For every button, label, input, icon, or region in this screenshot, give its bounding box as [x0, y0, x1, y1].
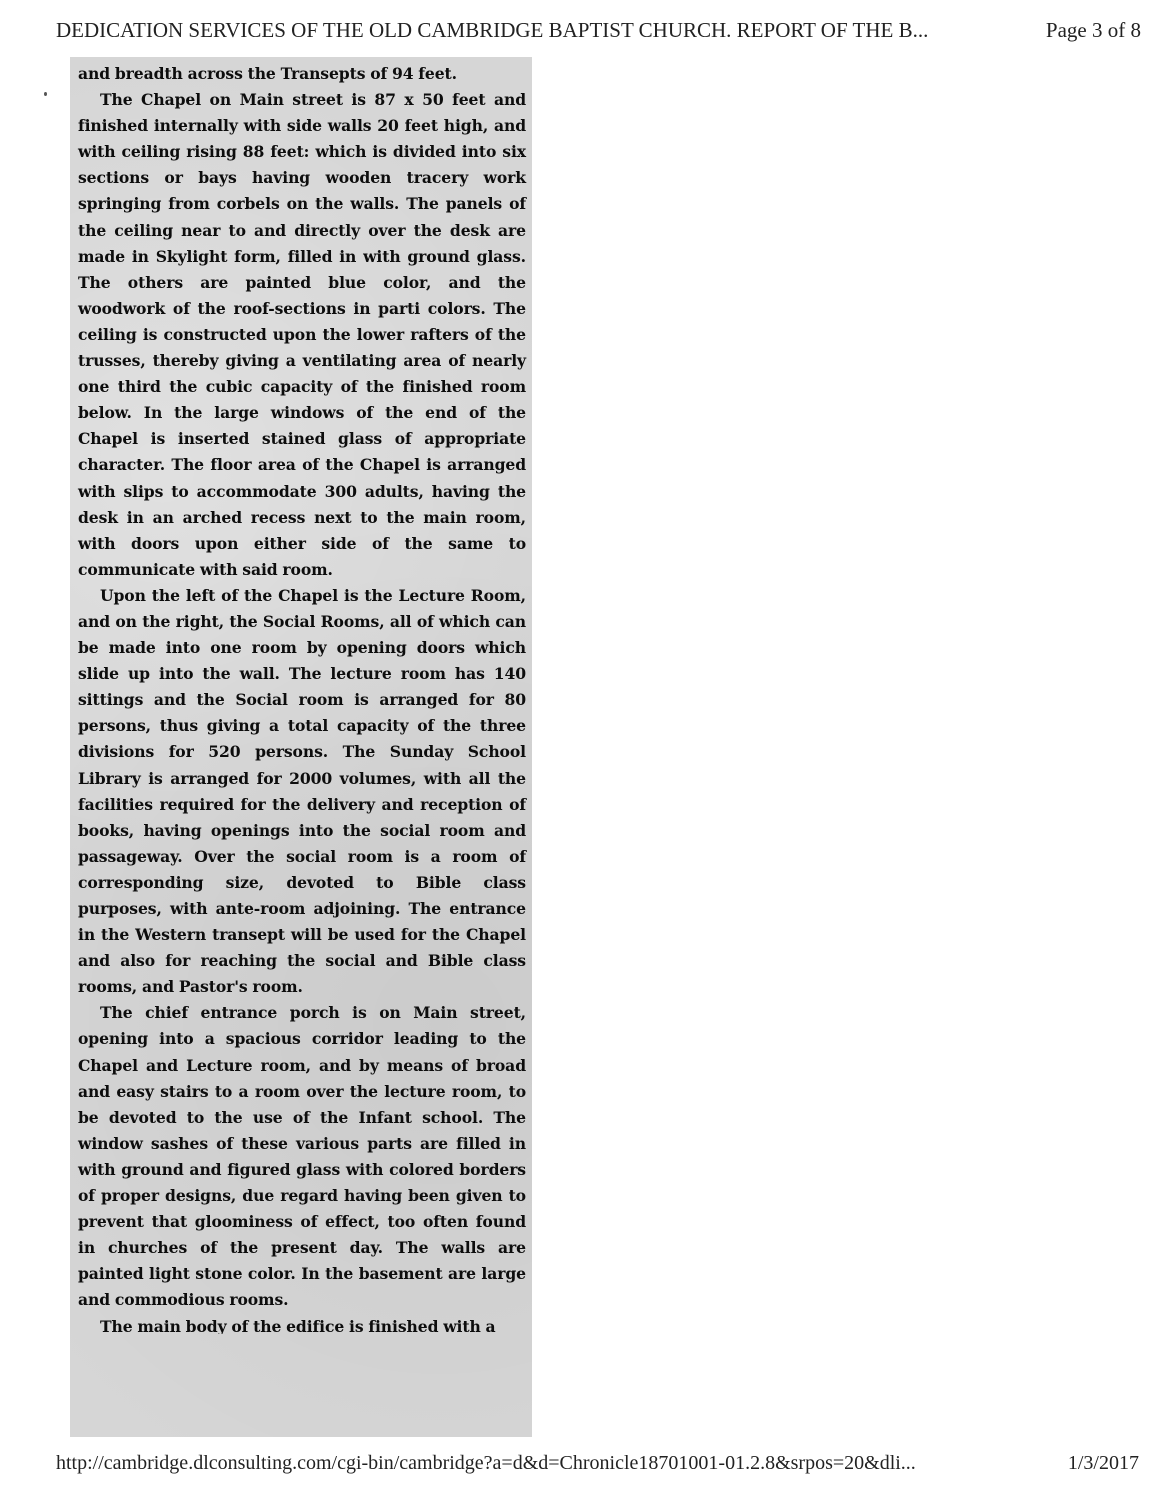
article-paragraph-2: The Chapel on Main street is 87 x 50 feet and finished internally with side walls 20 feet high, and with ceiling rising 88 feet: which is divided into six sections or bays having wooden tracery work springing from corbels on the walls. The panels of the ceiling near to and directly over the desk are made in Skylight form, filled in with ground glass. The others are painted blue color, and the woodwork of the roof-sections in parti colors. The ceiling is constructed upon the lower rafters of the trusses, thereby giving a ventilating area of nearly one third the cubic capacity of the finished room below. In the large windows of the end of the Chapel is inserted stained glass of appropriate character. The floor area of the Chapel is arranged with slips to accommodate 300 adults, having the desk in an arched recess next to the main room, with doors upon either side of the same to communicate with said room.: [78, 90, 526, 579]
stray-mark: [44, 92, 47, 96]
article-paragraph-5: The main body of the edifice is finished with a: [100, 1316, 496, 1334]
page-title: DEDICATION SERVICES OF THE OLD CAMBRIDGE BAPTIST CHURCH. REPORT OF THE B...: [56, 18, 929, 42]
page-footer: [56, 1452, 1139, 1482]
article-paragraph-4: The chief entrance porch is on Main street, opening into a spacious corridor leading to the Chapel and Lecture room, and by means of broad and easy stairs to a room over the lecture room, to be devoted to the use of the Infant school. The window sashes of these various parts are filled in with ground and figured glass with colored borders of proper designs, due regard having been given to prevent that gloominess of effect, too often found in churches of the present day. The walls are painted light stone color. In the basement are large and commodious rooms.: [78, 1003, 526, 1310]
source-url: http://cambridge.dlconsulting.com/cgi-bin/cambridge?a=d&d=Chronicle18701001-01.2.8&srpos=20&dli...: [56, 1452, 916, 1474]
article-paragraph-3: Upon the left of the Chapel is the Lecture Room, and on the right, the Social Rooms, all of which can be made into one room by opening doors which slide up into the wall. The lecture room has 140 sittings and the Social room is arranged for 80 persons, thus giving a total capacity of the three divisions for 520 persons. The Sunday School Library is arranged for 2000 volumes, with all the facilities required for the delivery and reception of books, having openings into the social room and passageway. Over the social room is a room of corresponding size, devoted to Bible class purposes, with ante-room adjoining. The entrance in the Western transept will be used for the Chapel and also for reaching the social and Bible class rooms, and Pastor's room.: [78, 585, 526, 997]
page-number: Page 3 of 8: [1045, 18, 1141, 42]
print-date: 1/3/2017: [1067, 1452, 1139, 1474]
article-paragraph-1: and breadth across the Transepts of 94 feet.: [78, 64, 457, 83]
page-header: [56, 18, 1141, 50]
newspaper-clipping: [70, 57, 532, 1437]
